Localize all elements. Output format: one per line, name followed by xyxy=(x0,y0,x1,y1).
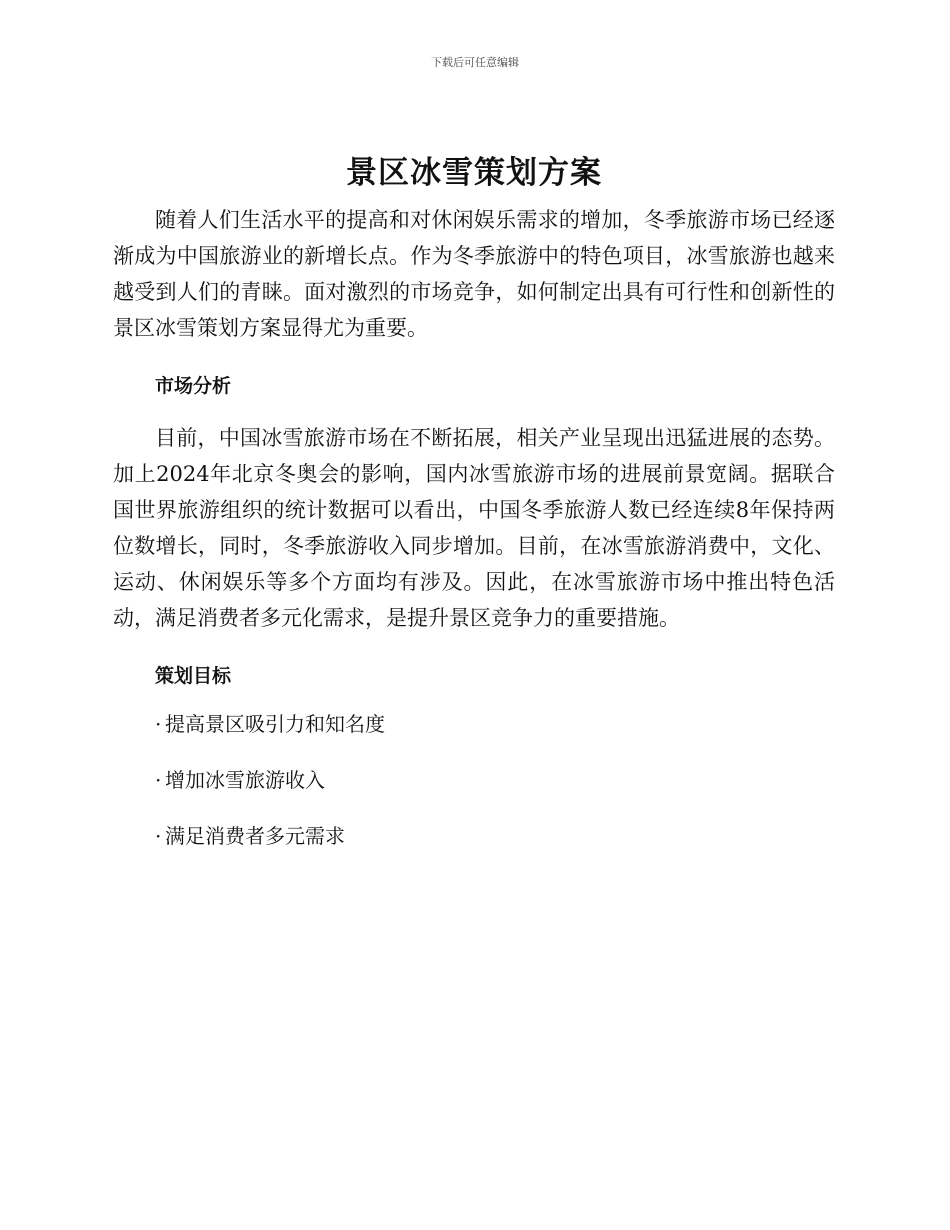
header-note: 下载后可任意编辑 xyxy=(431,56,519,69)
list-item xyxy=(155,766,835,794)
market-analysis-paragraph: 目前，中国冰雪旅游市场在不断拓展，相关产业呈现出迅猛进展的态势。加上2024年北京冬奥会的影响，国内冰雪旅游市场的进展前景宽阔。据联合国世界旅游组织的统计数据可以看出，中国冬季旅游人数已经连续8年保持两位数增长，同时，冬季旅游收入同步增加。目前，在冰雪旅游消费中，文化、运动、休闲娱乐等多个方面均有涉及。因此，在冰雪旅游市场中推出特色活动，满足消费者多元化需求，是提升景区竞争力的重要措施。 xyxy=(113,426,835,630)
bullet-marker: · xyxy=(155,712,162,736)
document-title: 景区冰雪策划方案 xyxy=(346,155,602,191)
list-item-text: 提高景区吸引力和知名度 xyxy=(165,712,385,736)
planning-goals-list xyxy=(155,710,835,850)
list-item-text: 满足消费者多元需求 xyxy=(165,824,345,848)
bullet-marker: · xyxy=(155,768,162,792)
list-item xyxy=(155,822,835,850)
list-item-text: 增加冰雪旅游收入 xyxy=(165,768,325,792)
bullet-marker: · xyxy=(155,824,162,848)
section-heading-planning-goals: 策划目标 xyxy=(155,665,232,687)
document-body xyxy=(113,150,835,878)
section-heading-market-analysis: 市场分析 xyxy=(155,375,232,397)
list-item xyxy=(155,710,835,738)
intro-paragraph: 随着人们生活水平的提高和对休闲娱乐需求的增加，冬季旅游市场已经逐渐成为中国旅游业的新增长点。作为冬季旅游中的特色项目，冰雪旅游也越来越受到人们的青睐。面对激烈的市场竞争，如何制定出具有可行性和创新性的景区冰雪策划方案显得尤为重要。 xyxy=(113,208,835,340)
